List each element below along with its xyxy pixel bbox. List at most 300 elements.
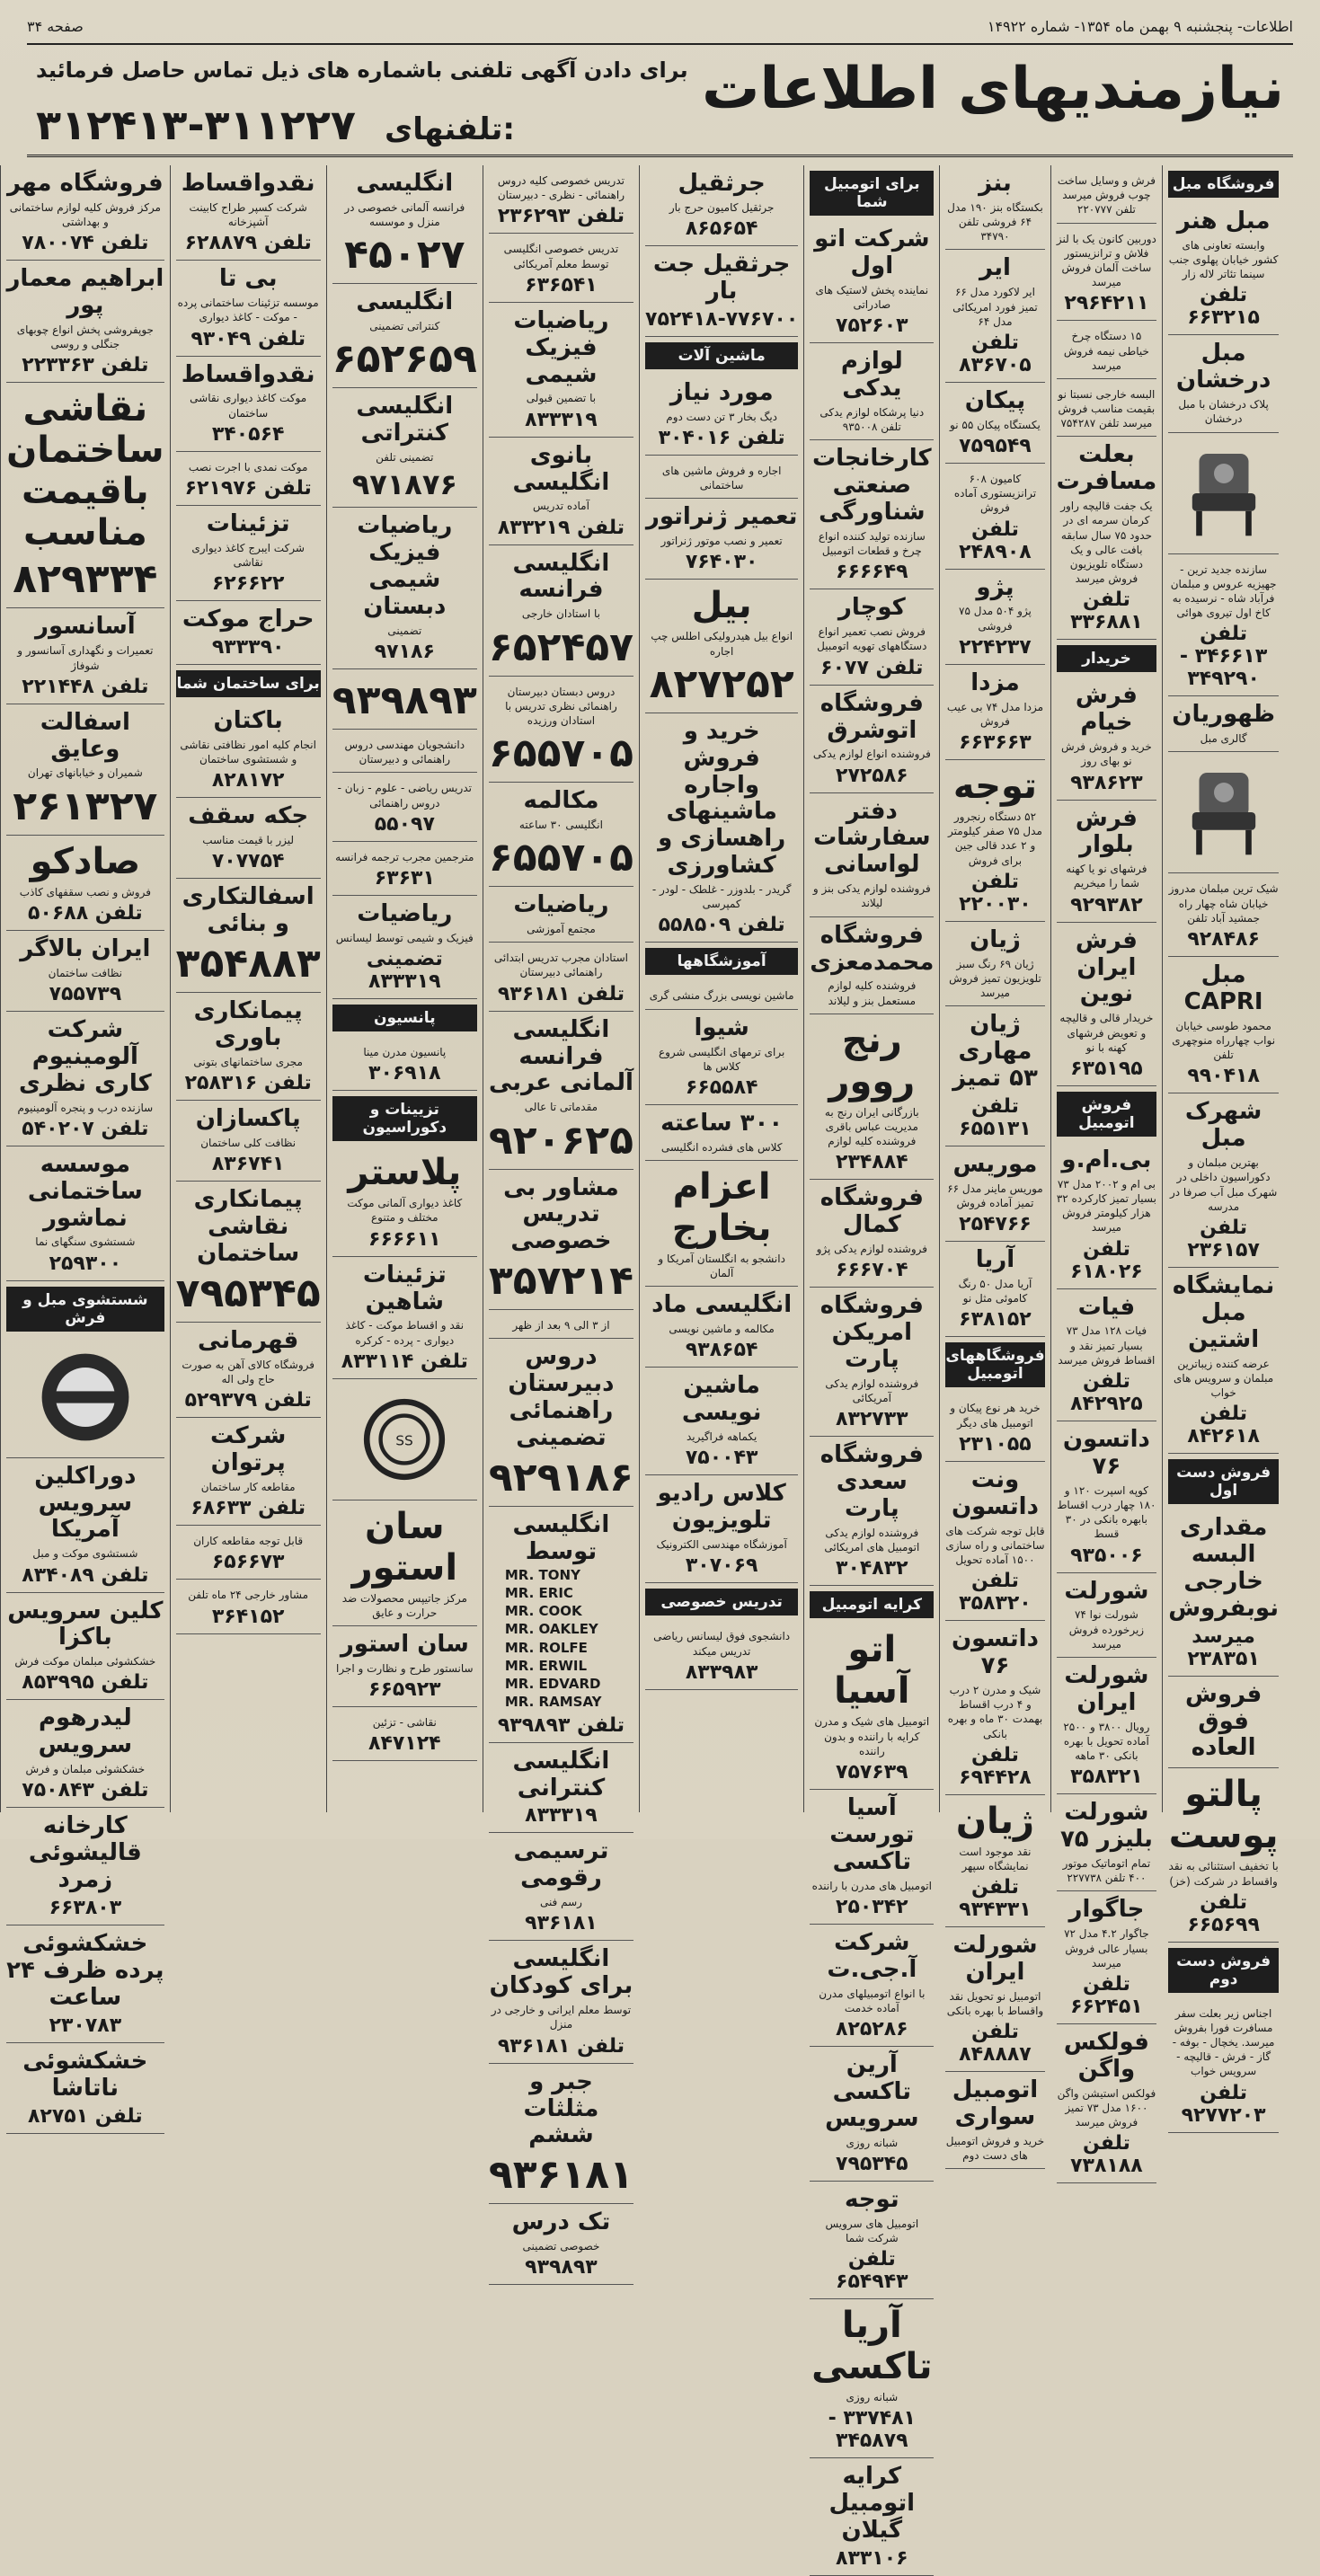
ad-phone: ۸۴۷۱۲۴	[332, 1732, 477, 1755]
teacher-name: MR. ERWIL	[505, 1657, 633, 1675]
classified-ad	[332, 773, 477, 841]
ad-headline: ترسیمی رقومی	[489, 1838, 633, 1892]
ad-phone: تلفن ۶۲۱۹۷۶	[176, 477, 321, 500]
ad-text: کامیون ۶۰۸ ترانزیستوری آماده فروش	[945, 472, 1044, 516]
classified-ad	[176, 452, 321, 506]
ad-headline: رنج روور	[810, 1020, 934, 1102]
ad-headline: ماشین نویسی	[645, 1373, 798, 1427]
classified-ad	[1168, 203, 1279, 335]
classified-ad	[176, 506, 321, 601]
ad-phone: تلفن ۶۶۵۶۹۹	[1168, 1891, 1279, 1936]
classified-ad	[6, 1808, 164, 1925]
classified-ad	[645, 456, 798, 499]
ad-text: خرید هر نوع پیکان و اتومبیل های دیگر	[945, 1401, 1044, 1430]
classified-ad	[945, 2072, 1044, 2169]
ad-phone: ۸۲۷۲۵۲	[645, 661, 798, 707]
classified-ad	[489, 1310, 633, 1339]
ad-text: فروشگاه کالای آهن به صورت حاج ولی اله	[176, 1358, 321, 1386]
classified-ad	[945, 383, 1044, 464]
ad-headline: فروشگاه امریکن پارت	[810, 1293, 934, 1374]
ad-phone: ۲۹۶۴۲۱۱	[1057, 292, 1157, 314]
ad-phone: ۶۵۲۴۵۷	[489, 624, 633, 670]
teacher-name: MR. COOK	[505, 1602, 633, 1620]
ad-phone: ۲۲۴۲۳۷	[945, 636, 1044, 659]
classified-ad	[332, 896, 477, 999]
ad-headline: تزئینات	[176, 511, 321, 538]
ad-phone: ۷۵۵۷۳۹	[6, 983, 164, 1005]
ad-phone: ۹۲۹۱۸۶	[489, 1455, 633, 1500]
classified-ad	[489, 1339, 633, 1507]
ad-phone: تلفن ۶۸۶۳۳	[176, 1497, 321, 1519]
ad-headline: خشکشوئی ناتاشا	[6, 2049, 164, 2102]
ad-phone: تلفن ۶۲۸۸۷۹	[176, 232, 321, 254]
ad-text: خرید و فروش فرش نو بهای روز	[1057, 739, 1157, 768]
ad-headline: مورد نیاز	[645, 380, 798, 407]
classified-ad	[645, 1287, 798, 1368]
classified-ad	[810, 2458, 934, 2576]
classified-ad	[1057, 2024, 1157, 2183]
ad-headline: کرایه اتومبیل گیلان	[810, 2464, 934, 2545]
ad-headline: پژو	[945, 575, 1044, 602]
ad-headline: شورلت ایران	[1057, 1663, 1157, 1717]
ad-phone: ۷۶۴۰۳۰	[645, 551, 798, 573]
ad-text: جاگوار ۴.۲ مدل ۷۲ بسیار عالی فروش میرسد	[1057, 1926, 1157, 1970]
ad-headline: مزدا	[945, 670, 1044, 697]
ad-text: دانشجو به انگلستان آمریکا و آلمان	[645, 1252, 798, 1280]
ad-headline: ریاضیات	[332, 901, 477, 928]
classified-ad	[6, 931, 164, 1012]
column-5	[639, 165, 803, 1812]
classified-ad	[1168, 1677, 1279, 1769]
classified-ad	[810, 440, 934, 589]
ad-phone: تضمینی ۸۳۳۳۱۹	[332, 948, 477, 993]
ad-text: فرشهای نو یا کهنه شما را میخریم	[1057, 862, 1157, 890]
ad-text: وابسته تعاونی های کشور خیابان پهلوی جنب سینما تئاتر لاله زار	[1168, 238, 1279, 282]
column-4	[803, 165, 939, 1812]
classified-ad	[1057, 677, 1157, 800]
ad-phone: تلفن ۸۴۲۶۱۸	[1168, 1403, 1279, 1447]
ad-text: فروشنده لوازم یدکی اتومبیل های امریکائی	[810, 1526, 934, 1554]
ad-headline: مبل CAPRI	[1168, 962, 1279, 1016]
ad-headline: پیمانکاری باوری	[176, 998, 321, 1052]
classified-ad	[176, 703, 321, 798]
ad-headline: ریاضیات فیزیک شیمی	[489, 308, 633, 389]
masthead	[27, 47, 1293, 157]
ad-text: شستشوی سنگهای نما	[6, 1235, 164, 1249]
category-header: کرایه اتومبیل	[810, 1591, 934, 1618]
classified-ad	[6, 165, 164, 261]
ad-headline: داتسون ۷۶	[945, 1626, 1044, 1680]
ad-text: با استادان خارجی	[489, 606, 633, 621]
ad-headline: جبر و مثلثات ششم	[489, 2069, 633, 2150]
ad-phone: تلفن ۲۲۱۴۴۸	[6, 676, 164, 698]
ad-headline: فروش فوق العاده	[1168, 1682, 1279, 1763]
ad-phone: ۶۵۵۷۰۵	[489, 730, 633, 776]
ad-phone: ۷۵۷۶۳۹	[810, 1761, 934, 1784]
ad-text: کاغذ دیواری آلمانی موکت مختلف و متنوع	[332, 1196, 477, 1225]
classified-ad	[489, 438, 633, 545]
ad-phone: تلفن ۷۸۰۰۷۴	[6, 232, 164, 254]
ad-text: بازرگانی ایران رنج به مدیریت عباس باقری فروشنده کلیه لوازم	[810, 1105, 934, 1149]
ad-text: قابل توجه مقاطعه کاران	[176, 1534, 321, 1548]
ad-phone: تلفن ۹۳۰۴۹	[176, 328, 321, 350]
ad-phone: ۲۷۲۵۸۶	[810, 765, 934, 787]
ad-phone: ۹۲۸۴۸۶	[1168, 928, 1279, 951]
ad-headline: ریاضیات	[489, 892, 633, 919]
ad-headline: شرکت آ.جی.ت	[810, 1930, 934, 1984]
page-title: نیازمندیهای اطلاعات	[702, 56, 1284, 122]
ad-text: پلاک درخشان با مبل درخشان	[1168, 397, 1279, 426]
classified-ad	[176, 357, 321, 452]
ad-phone: ۹۹۰۴۱۸	[1168, 1065, 1279, 1087]
ad-text: البسه خارجی نسبتا نو بقیمت مناسب فروش میرسد تلفن ۷۵۴۲۸۷	[1057, 387, 1157, 431]
ad-text: مشاور خارجی ۲۴ ماه تلفن	[176, 1588, 321, 1602]
ad-phone: ۹۳۶۱۸۱	[489, 1912, 633, 1934]
classified-ad	[332, 1146, 477, 1256]
ad-headline: انگلیسی فرانسه	[489, 551, 633, 605]
ad-phone: تلفن ۸۳۳۱۱۴	[332, 1350, 477, 1373]
ad-text: اتومبیل نو تحویل نقد واقساط با بهره بانکی	[945, 1989, 1044, 2018]
ad-headline: جاگوار	[1057, 1897, 1157, 1924]
ad-text: ماشین نویسی بزرگ منشی گری	[645, 988, 798, 1003]
classified-ad	[1057, 165, 1157, 224]
classified-ad	[1168, 1093, 1279, 1268]
ad-headline: ۳۰۰ ساعته	[645, 1111, 798, 1138]
ad-text: فولکس استیشن واگن ۱۶۰۰ مدل ۷۳ تمیز فروش میرسد	[1057, 2086, 1157, 2130]
ad-text: گریدر - بلدوزر - غلطک - لودر - کمپرسی	[645, 882, 798, 911]
classified-ad	[1168, 1268, 1279, 1454]
ad-text: کوپه اسپرت ۱۲۰ و ۱۸۰ چهار درب اقساط بابهره بانکی در ۳۰ قسط	[1057, 1483, 1157, 1542]
ad-phone: تلفن ۹۳۹۸۹۳	[489, 1714, 633, 1737]
ad-headline: فرش ایران نوین	[1057, 928, 1157, 1009]
ad-phone: ۶۶۳۸۰۳	[6, 1897, 164, 1919]
ad-text: شبانه روزی	[810, 2136, 934, 2150]
ad-text: تضمینی	[332, 624, 477, 638]
ad-phone: ۹۳۹۸۹۳	[332, 677, 477, 723]
ad-phone: تلفن ۸۵۳۹۹۵	[6, 1671, 164, 1694]
category-header: برای ساختمان شما	[176, 670, 321, 697]
ad-text: سازنده تولید کننده انواع چرخ و قطعات اتومبیل	[810, 529, 934, 558]
ad-headline: شرکت اتو اول	[810, 226, 934, 280]
ad-phone: ۹۳۳۳۹۰	[176, 636, 321, 659]
ad-phone: تلفن ۵۴۰۲۰۷	[6, 1118, 164, 1140]
classified-ad	[945, 570, 1044, 665]
ad-phone: ۷۹۵۳۴۵	[810, 2153, 934, 2175]
ad-phone: تلفن ۷۳۸۱۸۸	[1057, 2132, 1157, 2177]
classified-ad	[810, 917, 934, 1014]
advert-note: برای دادن آگهی تلفنی باشماره های ذیل تماس حاصل فرمائید	[36, 58, 688, 83]
ad-text: بهترین مبلمان و دکوراسیون داخلی در شهرک مبل آب صرفا در مدرسه	[1168, 1155, 1279, 1214]
ad-headline: دوراکلین سرویس آمریکا	[6, 1464, 164, 1545]
ad-phone: ۶۶۵۵۸۴	[645, 1076, 798, 1099]
classified-ad	[6, 608, 164, 704]
ad-phone: ۶۵۵۷۰۵	[489, 835, 633, 881]
classified-columns	[36, 165, 1284, 1812]
ad-text: لیزر با قیمت مناسب	[176, 833, 321, 847]
ad-text: کنتراتی تضمینی	[332, 319, 477, 333]
classified-ad	[1168, 957, 1279, 1093]
ad-text: تعمیرات و نگهداری آسانسور و شوفاژ	[6, 643, 164, 672]
ad-headline: دفتر سفارشات لواسانی	[810, 799, 934, 880]
teacher-name: MR. EDVARD	[505, 1675, 633, 1693]
classified-ad	[645, 246, 798, 337]
classified-ad	[6, 1458, 164, 1593]
ad-phone: ۲۳۴۸۸۴	[810, 1151, 934, 1173]
ad-headline: تعمیر ژنراتور	[645, 504, 798, 531]
ad-headline: ایر	[945, 255, 1044, 282]
ad-headline: پاکسازان	[176, 1106, 321, 1133]
ad-text: قابل توجه شرکت های ساختمانی و راه سازی ۱۵۰۰ آماده تحویل	[945, 1524, 1044, 1568]
ad-text: سازنده جدید ترین - جهیزیه عروس و مبلمان فرآباد شاه - نرسیده به کاخ اول تیروی هوائی	[1168, 562, 1279, 621]
ad-phone: ۲۵۴۷۶۶	[945, 1213, 1044, 1235]
classified-ad	[810, 1790, 934, 1925]
ad-phone: ۳۴۰۵۶۴	[176, 423, 321, 446]
classified-ad	[332, 508, 477, 669]
ad-text: دوربین کانون یک با لنز فلاش و ترانزیستور ساخت آلمان فروش میرسد	[1057, 232, 1157, 290]
ad-phone: ۹۷۱۸۷۶	[332, 467, 477, 501]
ad-headline: داتسون ۷۶	[1057, 1427, 1157, 1481]
ad-text: نماینده پخش لاستیک های صادراتی	[810, 283, 934, 312]
ad-headline: ژیان	[945, 1801, 1044, 1842]
classified-ad	[810, 589, 934, 685]
ad-phone: ۸۳۲۷۳۳	[810, 1408, 934, 1430]
classified-ad	[332, 842, 477, 896]
ad-text: نقد موجود است نمایشگاه سپهر	[945, 1845, 1044, 1873]
ad-headline: فیات	[1057, 1295, 1157, 1322]
ad-text: فروشنده لوازم یدکی بنز و لیلاند	[810, 881, 934, 910]
classified-ad	[1168, 433, 1279, 554]
ad-headline: کلین سرویس باکزا	[6, 1598, 164, 1652]
ad-text: نقد و اقساط موکت - کاغذ دیواری - پرده - کرکره	[332, 1318, 477, 1347]
ad-phone: تلفن ۶۰۷۷	[810, 657, 934, 679]
ad-text: خرید و فروش اتومبیل های دست دوم	[945, 2134, 1044, 2163]
ad-phone: ۷۰۷۷۵۴	[176, 850, 321, 872]
ad-headline: ونت داتسون	[945, 1467, 1044, 1521]
classified-ad	[1057, 1658, 1157, 1794]
classified-ad	[489, 943, 633, 1011]
ad-text: با انواع اتومبیلهای مدرن آماده خدمت	[810, 1987, 934, 2015]
category-header: ماشین آلات	[645, 342, 798, 369]
ad-headline: پیمانکاری نقاشی ساختمان	[176, 1187, 321, 1268]
page-number: صفحه ۳۴	[27, 18, 84, 35]
ad-phone: ۶۳۵۱۹۵	[1057, 1058, 1157, 1080]
ad-phone: تلفن ۳۳۶۸۸۱	[1057, 589, 1157, 633]
category-header: فروش دست دوم	[1168, 1948, 1279, 1993]
classified-ad	[489, 887, 633, 943]
classified-ad	[489, 1170, 633, 1311]
ad-phone: میرسد ۲۳۸۳۵۱	[1168, 1625, 1279, 1670]
classified-ad	[6, 1012, 164, 1146]
ad-headline: انگلیسی	[332, 171, 477, 198]
classified-ad	[1057, 1142, 1157, 1289]
ad-text: سازنده درب و پنجره آلومینیوم	[6, 1101, 164, 1115]
classified-ad	[332, 1626, 477, 1707]
ad-phone: ۲۵۰۳۴۲	[810, 1896, 934, 1918]
ad-headline: انگلیسی برای کودکان	[489, 1946, 633, 2000]
ad-headline: خرید و فروش واجاره ماشینهای راهسازی و کشاورزی	[645, 719, 798, 880]
ad-phone: ۳۵۷۲۱۴	[489, 1258, 633, 1304]
ad-headline: شورلت	[1057, 1579, 1157, 1606]
ad-text: استادان مجرب تدریس ابتدائی راهنمائی دبیرستان	[489, 951, 633, 979]
classified-ad	[332, 1037, 477, 1091]
ad-phone: تلفن ۹۲۷۷۲۰۳	[1168, 2082, 1279, 2127]
ad-text: مقاطعه کار ساختمان	[176, 1480, 321, 1494]
classified-ad	[945, 1621, 1044, 1795]
ad-phone: ۸۶۵۶۵۴	[645, 217, 798, 240]
ad-headline: جرثقیل	[645, 171, 798, 198]
ad-text: اجاره و فروش ماشین های ساختمانی	[645, 464, 798, 492]
ad-phone: ۶۳۸۱۵۲	[945, 1308, 1044, 1331]
ad-phone: ۶۶۶۶۴۹	[810, 561, 934, 583]
ad-text: دانشجویان مهندسی دروس راهنمائی و دبیرستان	[332, 738, 477, 766]
ad-phone: ۶۶۳۶۶۳	[945, 731, 1044, 754]
ad-text: مزدا مدل ۷۴ بی عیب فروش	[945, 700, 1044, 729]
ad-text: بکستگاه بنز ۱۹۰ مدل ۶۴ فروشی تلفن ۳۴۷۹۰	[945, 200, 1044, 244]
ad-headline: شرکت آلومینیوم کاری نظری	[6, 1017, 164, 1098]
ad-headline: مکالمه	[489, 788, 633, 815]
classified-ad	[176, 879, 321, 993]
classified-ad	[176, 993, 321, 1101]
ad-text: نقاشی - تزئین	[332, 1715, 477, 1730]
ad-headline: پالتو پوست	[1168, 1774, 1279, 1856]
ad-text: برای ترمهای انگلیسی شروع کلاس ها	[645, 1045, 798, 1074]
ad-phone: ۸۲۹۳۳۴	[6, 556, 164, 602]
ad-headline: دروس دبیرستان راهنمائی تضمینی	[489, 1344, 633, 1452]
classified-ad	[176, 1580, 321, 1633]
classified-ad	[645, 165, 798, 246]
ad-phone: ۲۳۰۷۸۳	[6, 2014, 164, 2037]
ad-text: شیک و مدرن ۲ درب و ۴ درب اقساط بهمدت ۳۰ ماه و بهره بانکی	[945, 1683, 1044, 1741]
classified-ad	[176, 261, 321, 356]
classified-ad	[945, 1006, 1044, 1146]
ad-headline: نمایشگاه مبل اشتین	[1168, 1273, 1279, 1354]
ad-phone: تلفن ۹۳۶۱۸۱	[489, 2035, 633, 2058]
ad-headline: ریاضیات فیزیک شیمی دبستان	[332, 513, 477, 621]
ad-headline: توجه	[810, 2187, 934, 2214]
classified-ad	[645, 713, 798, 943]
ad-text: توسط معلم ایرانی و خارجی در منزل	[489, 2003, 633, 2032]
ad-headline: بی.ام.و	[1057, 1147, 1157, 1174]
ad-phone: ۸۳۳۳۱۹	[489, 1804, 633, 1827]
ad-text: دروس دبستان دبیرستان راهنمائی نظری تدریس با استادان ورزیده	[489, 685, 633, 729]
masthead-phones	[36, 101, 515, 149]
ad-headline: فولکس واگن	[1057, 2030, 1157, 2084]
classified-ad	[6, 1925, 164, 2043]
ad-headline: انگلیسی	[332, 289, 477, 316]
classified-ad	[489, 303, 633, 438]
ad-text: فرش و وسایل ساخت چوب فروش میرسد تلفن ۲۲۰۷۷۷	[1057, 173, 1157, 217]
ad-text: انواع بیل هیدرولیکی اطلس چپ اجاره	[645, 629, 798, 658]
ad-text: محمود طوسی خیابان نواب چهارراه منوچهری تلفن	[1168, 1019, 1279, 1063]
ad-headline: خشکشوئی پرده ظرف ۲۴ ساعت	[6, 1931, 164, 2012]
classified-ad	[176, 798, 321, 879]
classified-ad	[945, 1242, 1044, 1337]
ad-phone: ۹۳۸۶۵۴	[645, 1339, 798, 1361]
classified-ad	[645, 980, 798, 1009]
ad-headline: فرش خیام	[1057, 683, 1157, 737]
ad-headline: باکتان	[176, 708, 321, 735]
classified-ad	[332, 1500, 477, 1626]
classified-ad	[1168, 554, 1279, 697]
ad-headline: تزئینات شاهین	[332, 1262, 477, 1316]
category-header: شستشوی مبل و فرش	[6, 1287, 164, 1332]
ad-text: مکالمه و ماشین نویسی	[645, 1322, 798, 1336]
classified-ad	[332, 1707, 477, 1761]
classified-ad	[810, 2299, 934, 2458]
classified-ad	[1057, 1794, 1157, 1891]
classified-ad	[810, 1288, 934, 1437]
ad-text: با تخفیف استثنائی به نقد واقساط در شرکت (خز)	[1168, 1859, 1279, 1888]
ad-headline: پلاستر	[332, 1152, 477, 1193]
ad-text: تدریس خصوصی انگلیسی توسط معلم آمریکائی	[489, 242, 633, 270]
ad-phone: تلفن ۶۵۵۱۳۱	[945, 1095, 1044, 1140]
ad-text: ژیان ۶۹ رنگ سبز تلویزیون تمیز فروش میرسد	[945, 957, 1044, 1001]
ad-text: دنیا پرشکاه لوازم یدکی تلفن ۹۳۵۰۰۸	[810, 405, 934, 434]
classified-ad	[945, 1462, 1044, 1621]
ad-text: فروشنده کلیه لوازم مستعمل بنز و لیلاند	[810, 978, 934, 1007]
ad-text: فروشنده لوازم یدکی آمریکائی	[810, 1377, 934, 1405]
ad-phone: تلفن ۵۵۸۵۰۹	[645, 914, 798, 936]
classified-ad	[6, 261, 164, 383]
ad-phone: تلفن ۶۹۴۴۲۸	[945, 1744, 1044, 1789]
teacher-name: MR. ERIC	[505, 1584, 633, 1602]
ad-text: نظافت کلی ساختمان	[176, 1136, 321, 1150]
classified-ad	[1057, 1573, 1157, 1658]
classified-ad	[645, 1161, 798, 1287]
svg-text:SS: SS	[396, 1432, 414, 1448]
ad-headline: ابراهیم معمار پور	[6, 266, 164, 320]
classified-ad	[489, 2064, 633, 2205]
ad-text: یک جفت قالیچه راور کرمان سرمه ای در حدود ۷۵ سال سابقه بافت عالی و یک دستگاه تلویزیون فروش میرسد	[1057, 499, 1157, 586]
ad-headline: انگلیسی توسط	[489, 1512, 633, 1566]
classified-ad	[810, 1180, 934, 1288]
ad-headline: شورلت بلیزر ۷۵	[1057, 1800, 1157, 1854]
classified-ad	[332, 730, 477, 773]
ad-phone: تلفن ۵۲۹۳۷۹	[176, 1389, 321, 1412]
classified-ad	[1168, 335, 1279, 432]
ad-text: سانستور طرح و نظارت و اجرا	[332, 1661, 477, 1676]
ad-headline: فروشگاه مهر	[6, 171, 164, 198]
classified-ad	[489, 677, 633, 783]
ad-headline: فرش بلوار	[1057, 806, 1157, 860]
teacher-name: MR. ROLFE	[505, 1639, 633, 1657]
column-2	[1050, 165, 1163, 1812]
ad-text: دانشجوی فوق لیسانس ریاضی تدریس میکند	[645, 1629, 798, 1658]
classified-ad	[945, 1795, 1044, 1927]
ad-text: شیک ترین مبلمان مدروز خیابان شاه چهار راه جمشید آباد تلفن	[1168, 881, 1279, 925]
classified-ad	[1057, 224, 1157, 322]
ad-headline: انگلیسی فرانسه آلمانی عربی	[489, 1017, 633, 1098]
classified-ad	[810, 793, 934, 917]
classified-ad	[176, 1101, 321, 1182]
ad-headline: ایران بالاگر	[6, 936, 164, 963]
ad-headline: جرثقیل جت بار	[645, 252, 798, 305]
ad-phone: ۴۵۰۲۷	[332, 232, 477, 278]
ad-phone: ۹۷۱۸۶	[332, 641, 477, 663]
classified-ad	[1168, 1509, 1279, 1677]
classified-ad	[6, 1337, 164, 1458]
classified-ad	[489, 165, 633, 234]
top-info-line	[27, 13, 1293, 45]
ad-text: اتومبیل های شیک و مدرن کرایه با راننده و بدون راننده	[810, 1714, 934, 1758]
teacher-name: MR. OAKLEY	[505, 1620, 633, 1638]
ad-phone: ۶۳۶۵۴۱	[489, 274, 633, 297]
classified-ad	[176, 1526, 321, 1580]
ad-phone: ۶۶۵۹۲۳	[332, 1678, 477, 1701]
ad-headline: فروشگاه اتوشرق	[810, 691, 934, 745]
ad-headline: شیوا	[645, 1015, 798, 1042]
ad-phone: ۸۳۳۹۸۳	[645, 1661, 798, 1684]
